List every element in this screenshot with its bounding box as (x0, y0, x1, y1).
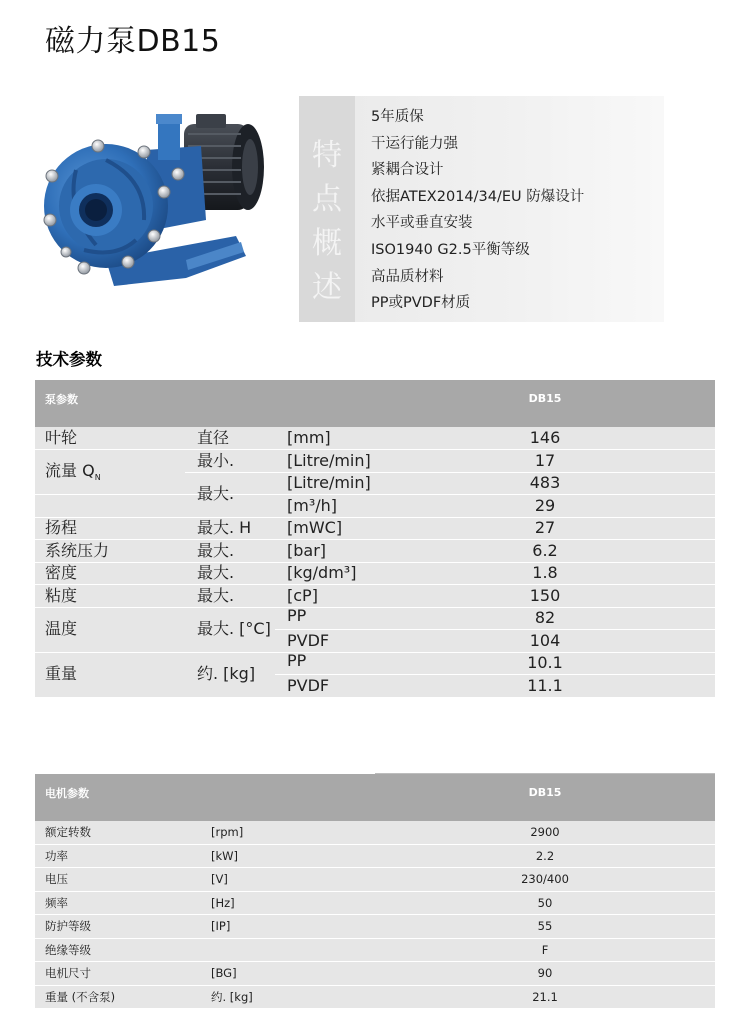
pump-table-body (35, 427, 715, 697)
row-name: 额定转数 (45, 825, 91, 839)
row-value: 150 (529, 585, 561, 605)
row-value: 483 (529, 473, 561, 492)
table-row (35, 939, 715, 963)
row-unit: [IP] (211, 919, 231, 933)
row-unit: [kg/dm³] (287, 563, 357, 582)
row-value: 17 (534, 450, 556, 470)
row-unit: [mWC] (287, 518, 343, 537)
row-value: 1.8 (532, 563, 558, 582)
table-header-model: DB15 (528, 392, 562, 405)
row-unit: [Hz] (211, 895, 235, 910)
row-unit: [Litre/min] (287, 473, 371, 492)
tech-params-heading: 技术参数 (36, 350, 102, 369)
table-header (35, 380, 715, 427)
row-unit: [V] (211, 872, 228, 886)
row-name: 粘度 (45, 585, 78, 605)
feature-item: 水平或垂直安装 (371, 215, 473, 232)
row-qualifier: 直径 (197, 428, 230, 447)
feature-item: 紧耦合设计 (371, 162, 444, 179)
row-qualifier: 约. [kg] (197, 664, 256, 683)
row-value: 55 (537, 919, 553, 933)
row-name: 重量 (不含泵) (45, 989, 116, 1004)
flow-subscript: N (94, 473, 101, 483)
row-unit: [cP] (287, 585, 318, 605)
row-name: 电机尺寸 (45, 966, 91, 980)
row-name: 扬程 (45, 518, 78, 537)
feature-side-label: 特点概述 (312, 138, 342, 305)
feature-panel (299, 96, 664, 322)
row-value: 11.1 (527, 675, 563, 695)
row-name: 温度 (45, 619, 78, 638)
row-qualifier: 最大. (197, 540, 235, 560)
row-value: 27 (534, 518, 556, 537)
row-unit: [kW] (211, 848, 239, 863)
row-unit: PP (287, 651, 307, 670)
row-value: 90 (537, 966, 553, 980)
motor-table-body (35, 821, 715, 1004)
row-unit: PVDF (287, 675, 330, 695)
row-qualifier: 最大. H (197, 518, 252, 537)
feature-item: 5年质保 (371, 109, 424, 125)
table-row (35, 845, 715, 869)
row-unit: PVDF (287, 630, 330, 650)
row-unit: [bar] (287, 540, 327, 560)
table-row (35, 962, 715, 986)
row-name: 电压 (45, 872, 68, 886)
row-unit: [Litre/min] (287, 450, 371, 470)
table-header (35, 774, 715, 821)
table-row (35, 915, 715, 939)
feature-item: 高品质材料 (371, 268, 444, 285)
table-header-label: 泵参数 (45, 393, 78, 406)
pump-illustration (36, 110, 276, 305)
row-qualifier: 最大. (197, 484, 235, 503)
row-value: F (541, 942, 549, 957)
row-name: 防护等级 (45, 919, 91, 933)
flow-label: 流量 Q (45, 461, 95, 480)
row-value: 2.2 (535, 848, 555, 863)
row-name: 频率 (45, 895, 68, 910)
table-row (35, 821, 715, 845)
row-name: 叶轮 (45, 428, 78, 447)
feature-item: 干运行能力强 (371, 135, 458, 152)
row-value: 50 (537, 895, 553, 910)
table-row (35, 986, 715, 1009)
row-value: 146 (529, 428, 561, 447)
pump-params-table (35, 380, 715, 697)
row-value: 29 (534, 495, 556, 515)
row-value: 230/400 (521, 872, 569, 886)
table-header-model: DB15 (528, 786, 562, 799)
feature-item: 依据ATEX2014/34/EU 防爆设计 (371, 188, 585, 205)
row-name: 系统压力 (45, 540, 110, 560)
row-unit: 约. [kg] (211, 989, 253, 1004)
feature-side-band (299, 96, 355, 322)
row-unit: [rpm] (211, 825, 244, 839)
row-name: 密度 (45, 563, 78, 582)
row-unit: [mm] (287, 428, 331, 447)
row-unit: PP (287, 606, 307, 625)
row-value: 82 (534, 608, 556, 627)
row-qualifier: 最大. (197, 563, 235, 582)
motor-params-table (35, 774, 715, 1004)
row-value: 2900 (530, 825, 560, 839)
row-value: 10.1 (527, 653, 563, 672)
page-title: 磁力泵DB15 (45, 24, 221, 59)
row-qualifier: 最小. (197, 450, 235, 470)
row-qualifier: 最大. (197, 585, 235, 605)
table-row (35, 892, 715, 916)
row-qualifier: 最大. [°C] (197, 619, 271, 638)
table-row (35, 868, 715, 892)
feature-list (371, 104, 584, 317)
row-value: 21.1 (532, 989, 558, 1004)
row-value: 104 (529, 630, 561, 650)
row-value: 6.2 (532, 540, 558, 560)
row-name (45, 460, 101, 483)
row-unit: [BG] (211, 966, 237, 980)
table-header-label: 电机参数 (45, 787, 89, 800)
row-name: 绝缘等级 (45, 942, 91, 957)
feature-item: ISO1940 G2.5平衡等级 (371, 241, 530, 258)
feature-item: PP或PVDF材质 (371, 295, 471, 312)
row-unit: [m³/h] (287, 495, 338, 515)
row-name: 功率 (45, 848, 68, 863)
row-name: 重量 (45, 664, 78, 683)
